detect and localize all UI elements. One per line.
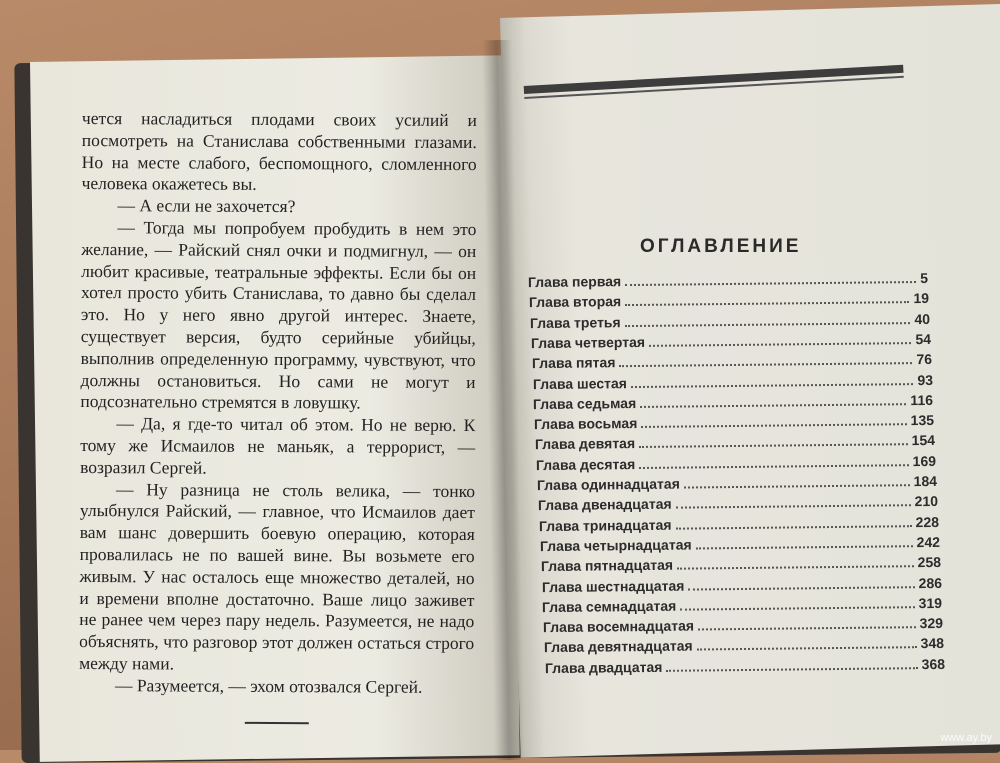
paragraph: — Да, я где-то читал об этом. Но не верю. К тому же Исмаилов не маньяк, а террорист, — возразил Сергей. — [80, 413, 476, 478]
toc-chapter-label: Глава пятнадцатая — [540, 556, 673, 575]
toc-leader-dots — [697, 647, 917, 651]
toc-leader-dots — [649, 342, 911, 347]
toc-leader-dots — [630, 383, 913, 388]
toc-chapter-label: Глава первая — [527, 273, 622, 291]
toc-chapter-label: Глава десятая — [536, 455, 636, 473]
toc-page-number: 5 — [920, 269, 929, 286]
toc-leader-dots — [684, 484, 910, 488]
toc-leader-dots — [676, 504, 911, 508]
toc-page-number: 210 — [914, 493, 938, 510]
toc-leader-dots — [639, 444, 908, 449]
toc-chapter-label: Глава третья — [529, 313, 621, 331]
watermark: www.ay.by — [940, 732, 992, 744]
chapter-end-rule — [245, 721, 309, 723]
toc-leader-dots — [625, 301, 909, 306]
toc-page-number: 368 — [921, 655, 946, 672]
toc-leader-dots — [666, 667, 917, 672]
toc-leader-dots — [675, 525, 911, 529]
toc-chapter-label: Глава девятая — [535, 435, 636, 453]
toc-chapter-label: Глава восьмая — [534, 415, 638, 433]
toc-chapter-label: Глава семнадцатая — [542, 597, 677, 615]
toc-page-number: 76 — [915, 351, 932, 368]
toc-chapter-label: Глава девятнадцатая — [544, 637, 693, 656]
toc-leader-dots — [619, 362, 912, 367]
toc-page-number: 169 — [912, 452, 937, 469]
toc-page-number: 135 — [910, 411, 935, 429]
toc-page-number: 329 — [919, 614, 944, 632]
toc-title: ОГЛАВЛЕНИЕ — [640, 236, 802, 257]
toc-chapter-label: Глава вторая — [528, 293, 622, 311]
toc-page-number: 116 — [910, 391, 934, 408]
left-page-text — [79, 108, 477, 725]
toc-leader-dots — [642, 423, 907, 428]
toc-leader-dots — [677, 565, 914, 569]
toc-page-number: 258 — [917, 554, 941, 571]
toc-page-number: 19 — [913, 290, 929, 307]
toc-page-number: 184 — [913, 472, 938, 490]
toc-chapter-label: Глава четвертая — [530, 333, 645, 351]
toc-chapter-label: Глава шестнадцатая — [541, 577, 685, 595]
paragraph: чется насладиться плодами своих усилий и посмотреть на Станислава собственными глазами. Но на месте слабого, беспомощного, сломленного человека окажетесь вы. — [81, 108, 477, 195]
toc-leader-dots — [641, 403, 907, 408]
toc-page-number: 93 — [916, 371, 933, 388]
toc-page-number: 54 — [914, 330, 931, 347]
toc-page-number: 348 — [920, 635, 945, 652]
toc-chapter-label: Глава четырнадцатая — [539, 536, 692, 554]
paragraph: — А если не захочется? — [117, 195, 296, 217]
toc-chapter-label: Глава двенадцатая — [537, 495, 672, 514]
toc-entry — [545, 656, 945, 680]
toc-leader-dots — [688, 586, 914, 590]
toc-chapter-label: Глава тринадцатая — [538, 516, 672, 534]
toc-chapter-label: Глава одиннадцатая — [536, 475, 680, 494]
toc-leader-dots — [698, 626, 916, 630]
toc-page-number: 228 — [915, 513, 939, 530]
toc-chapter-label: Глава шестая — [532, 374, 627, 392]
toc-leader-dots — [624, 322, 910, 327]
toc-chapter-label: Глава пятая — [531, 354, 616, 372]
toc-page-number: 40 — [914, 310, 930, 327]
toc-chapter-label: Глава двадцатая — [545, 658, 663, 676]
paragraph: — Разумеется, — эхом отозвался Сергей. — [114, 674, 423, 697]
toc-leader-dots — [639, 464, 908, 469]
toc-leader-dots — [625, 281, 916, 286]
toc-chapter-label: Глава восемнадцатая — [543, 617, 695, 636]
toc-page-number: 319 — [918, 594, 943, 611]
toc-page-number: 286 — [918, 574, 942, 591]
toc-leader-dots — [681, 606, 915, 610]
paragraph: — Ну разница не столь велика, — тонко улыбнулся Райский, — главное, что Исмаилов дает вам шанс довершить боевую операцию, которая провалилась не по вашей вине. Вы возьмете его живым. У нас осталось еще множество деталей, но и времени вполне достаточно. Ваше лицо заживет не ранее чем через пару недель. Разумеется, не надо объяснять, что разговор этот должен остаться строго между нами. — [79, 478, 476, 674]
paragraph: — Тогда мы попробуем пробудить в нем это желание, — Райский снял очки и подмигнул, — он любит красивые, театральные эффекты. Если бы он хотел просто убить Станислава, то давно бы сделал это. Но у него явно другой интерес. Знаете, существует версия, будто серийные убийцы, выполнив определенную программу, чувствуют, что должны остановиться. Но сами не могут и подсознательно стремятся в ловушку. — [80, 217, 477, 413]
toc-page-number: 242 — [916, 533, 940, 551]
toc-page-number: 154 — [911, 432, 936, 449]
toc-chapter-label: Глава седьмая — [533, 394, 637, 412]
toc-leader-dots — [695, 545, 912, 549]
